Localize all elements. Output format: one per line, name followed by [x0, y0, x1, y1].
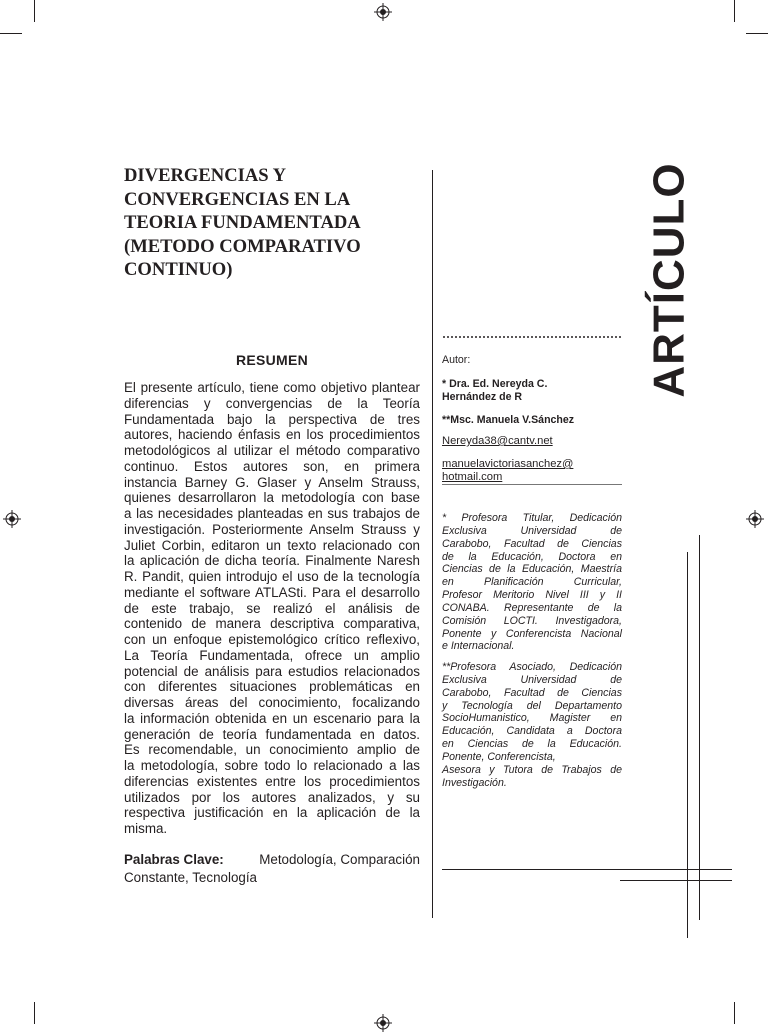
- bio-line: CONABA. Representante de la: [442, 601, 622, 614]
- abstract-line: misma.: [124, 821, 168, 836]
- decor-line: [620, 880, 732, 881]
- abstract-line: metodológicos al utilizar el método comparativo: [124, 443, 420, 458]
- abstract-line: mediante el software ATLASti. Para el desarrollo: [124, 584, 420, 600]
- email-rule: [442, 484, 622, 485]
- author-1-bio: [442, 512, 622, 653]
- email-1-link[interactable]: Nereyda38@cantv.net: [442, 435, 553, 447]
- abstract-line: investigación. Posteriormente Anselm Strauss y: [124, 521, 420, 537]
- crop-mark: [0, 33, 22, 34]
- bio-line: * Profesora Titular, Dedicación: [442, 512, 622, 524]
- bio-line: Investigación.: [442, 776, 507, 789]
- registration-mark-left-icon: [3, 510, 21, 528]
- bio-line: Asesora y Tutora de Trabajos de: [442, 763, 622, 776]
- abstract-line: con un enfoque epistemológico crítico reflexivo,: [124, 632, 420, 647]
- bio-line: e Internacional.: [442, 640, 515, 653]
- abstract-line: Juliet Corbin, editaron un texto relacionado con: [124, 537, 420, 553]
- dotted-divider: [442, 336, 622, 338]
- bio-line: Ciencias de la Educación, Maestría: [442, 563, 622, 576]
- author-1-line2: Hernández de R: [442, 390, 523, 403]
- crop-mark: [34, 0, 35, 22]
- author-2: **Msc. Manuela V.Sánchez: [442, 414, 575, 426]
- decor-line: [699, 535, 700, 920]
- bio-line: en Ciencias de la Educación.: [442, 738, 622, 751]
- abstract-line: de este trabajo, se realizó el análisis de: [124, 600, 420, 616]
- abstract-line: potencial de análisis para estudios relacionados: [124, 663, 420, 679]
- abstract-line: la metodología, sobre todo lo relacionado a las: [124, 758, 420, 773]
- abstract-line: Fundamentada bajo la perspectiva de tres: [124, 411, 420, 427]
- bio-line: SocioHumanistico, Magister en: [442, 712, 622, 725]
- keywords: [124, 851, 420, 887]
- author-label: Autor:: [442, 354, 471, 366]
- abstract-line: con diferentes situaciones problemáticas en: [124, 679, 420, 695]
- author-1: [442, 378, 622, 403]
- registration-mark-top-icon: [374, 3, 392, 21]
- abstract-line: La Teoría Fundamentada, ofrece un amplio: [124, 647, 420, 663]
- registration-mark-right-icon: [746, 510, 764, 528]
- crop-mark: [734, 0, 735, 22]
- abstract-line: diversas áreas del conocimiento, focalizando: [124, 695, 420, 710]
- bio-line: **Profesora Asociado, Dedicación: [442, 661, 622, 673]
- abstract-line: a las necesidades planteadas en sus trabajos de: [124, 506, 420, 521]
- abstract-line: la información obtenida en un escenario para la: [124, 710, 420, 726]
- article-title: [124, 164, 414, 282]
- column-divider: [432, 170, 433, 918]
- author-1-line1: * Dra. Ed. Nereyda C.: [442, 378, 548, 390]
- email-2-line2[interactable]: hotmail.com: [442, 470, 503, 483]
- bio-line: y Tecnología del Departamento: [442, 699, 622, 712]
- abstract-line: generación de teoría fundamentada en datos.: [124, 726, 420, 742]
- keywords-line2: Constante, Tecnología: [124, 870, 258, 885]
- abstract-line: autores, haciendo énfasis en los procedimientos: [124, 427, 420, 443]
- keywords-label: Palabras Clave:: [124, 852, 224, 867]
- email-2-link[interactable]: [442, 458, 622, 483]
- registration-mark-bottom-icon: [374, 1014, 392, 1032]
- abstract-line: instancia Barney G. Glaser y Anselm Strauss,: [124, 474, 420, 490]
- bio-line: Educación, Candidata a Doctora: [442, 725, 622, 738]
- title-line: TEORIA FUNDAMENTADA: [124, 212, 361, 233]
- bio-line: de la Educación, Doctora en: [442, 550, 622, 563]
- abstract-line: contenido de manera descriptiva comparativa,: [124, 616, 420, 632]
- abstract-line: diferencias existentes entre los procedimientos: [124, 773, 420, 789]
- abstract-line: Es recomendable, un conocimiento amplio de: [124, 742, 420, 758]
- abstract-line: la aplicación de dicha teoría. Finalmente Naresh: [124, 553, 420, 569]
- crop-mark: [34, 1002, 35, 1024]
- resumen-heading: RESUMEN: [235, 352, 309, 368]
- bio-line: Ponente y Conferencista Nacional: [442, 627, 622, 640]
- decor-line: [442, 869, 732, 870]
- bio-line: Exclusiva Universidad de: [442, 673, 622, 686]
- email-2-line1[interactable]: manuelavictoriasanchez@: [442, 458, 574, 470]
- abstract-body: [124, 380, 420, 837]
- abstract-line: utilizados por los autores analizados, y su: [124, 789, 420, 805]
- bio-line: en Planificación Curricular,: [442, 576, 622, 589]
- section-label: [645, 162, 694, 398]
- crop-mark: [746, 33, 768, 34]
- bio-line: Carabobo, Facultad de Ciencias: [442, 537, 622, 550]
- abstract-line: respectiva justificación en la aplicación de la: [124, 805, 420, 821]
- bio-line: Carabobo, Facultad de Ciencias: [442, 686, 622, 699]
- abstract-line: R. Pandit, quien introdujo el uso de la tecnología: [124, 569, 420, 584]
- bio-line: Comisión LOCTI. Investigadora,: [442, 614, 622, 627]
- abstract-line: El presente artículo, tiene como objetivo plantear: [124, 380, 420, 395]
- section-label-text: ARTÍCULO: [645, 162, 694, 398]
- abstract-line: diferencias y convergencias de la Teoría: [124, 395, 420, 411]
- title-line: (METODO COMPARATIVO: [124, 235, 361, 257]
- bio-line: Ponente, Conferencista,: [442, 750, 556, 763]
- author-2-bio: [442, 661, 622, 789]
- abstract-line: continuo. Estos autores son, en primera: [124, 458, 420, 474]
- title-line: CONVERGENCIAS EN LA: [124, 188, 351, 210]
- abstract-line: quienes desarrollaron la metodología con base: [124, 490, 420, 506]
- title-line: DIVERGENCIAS Y: [124, 165, 287, 186]
- bio-line: Profesor Meritorio Nivel III y II: [442, 589, 622, 602]
- crop-mark: [734, 1002, 735, 1024]
- keywords-line1: Metodología, Comparación: [259, 852, 420, 867]
- title-line: CONTINUO): [124, 259, 233, 280]
- bio-line: Exclusiva Universidad de: [442, 524, 622, 537]
